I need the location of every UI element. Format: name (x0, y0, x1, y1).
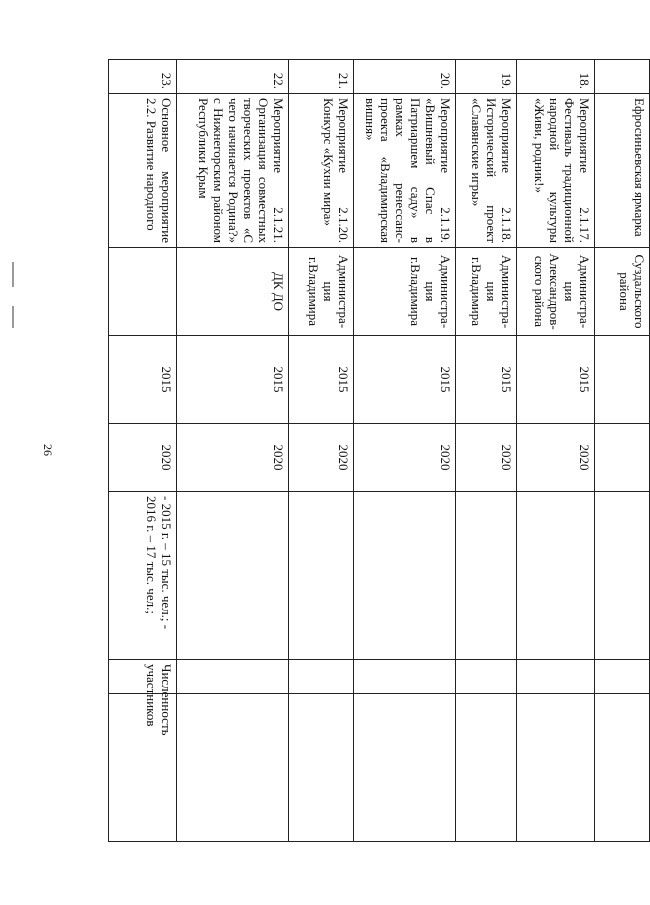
start-year-cell: 2015 (354, 336, 456, 424)
event-name-cell: Ефросиньевская ярмарка (595, 94, 650, 248)
row-number-cell (595, 60, 650, 94)
indicator-name-cell (456, 660, 517, 694)
indicator-values-cell (595, 492, 650, 660)
row-number-cell: 18. (517, 60, 595, 94)
event-name-cell: Мероприятие 2.1.21. Организация совместных творческих проектов «С чего начинается Родина?» с Нижнегорским районом Республики Крым (176, 94, 288, 248)
notes-cell (595, 694, 650, 842)
table-row (456, 60, 517, 842)
event-name-cell: Основное мероприятие 2.2. Развитие народного (109, 94, 177, 248)
indicator-values-cell (176, 492, 288, 660)
end-year-cell: 2020 (109, 424, 177, 492)
notes-cell (354, 694, 456, 842)
indicator-values-cell (517, 492, 595, 660)
scan-margin-line (12, 262, 14, 287)
rotated-page (108, 59, 650, 841)
event-name-cell: Мероприятие 2.1.18. Исторический проект «Славянские игры» (456, 94, 517, 248)
start-year-cell: 2015 (456, 336, 517, 424)
notes-cell (176, 694, 288, 842)
executor-cell: ДК ДО (176, 248, 288, 336)
end-year-cell: 2020 (354, 424, 456, 492)
indicator-values-cell (289, 492, 354, 660)
table-row (517, 60, 595, 842)
start-year-cell: 2015 (517, 336, 595, 424)
event-name-cell: Мероприятие 2.1.19. «Вишневый Спас в Патриаршем саду» в рамках ренессанс-проекта «Владимирская вишня» (354, 94, 456, 248)
executor-cell (109, 248, 177, 336)
event-name-cell: Мероприятие 2.1.20. Конкурс «Кухни мира» (289, 94, 354, 248)
indicator-name-cell (354, 660, 456, 694)
indicator-name-cell (595, 660, 650, 694)
executor-cell: Администра-ция Александров-ского района (517, 248, 595, 336)
end-year-cell: 2020 (456, 424, 517, 492)
executor-cell: Администра-ция г.Владимира (289, 248, 354, 336)
start-year-cell: 2015 (176, 336, 288, 424)
row-number-cell: 21. (289, 60, 354, 94)
indicator-name-cell (517, 660, 595, 694)
notes-cell (289, 694, 354, 842)
row-number-cell: 22. (176, 60, 288, 94)
end-year-cell: 2020 (176, 424, 288, 492)
end-year-cell: 2020 (517, 424, 595, 492)
indicator-values-cell (456, 492, 517, 660)
row-number-cell: 19. (456, 60, 517, 94)
row-number-cell: 23. (109, 60, 177, 94)
notes-cell (517, 694, 595, 842)
executor-cell: Администра-ция г.Владимира (456, 248, 517, 336)
program-events-table (108, 59, 650, 842)
notes-cell (456, 694, 517, 842)
scan-margin-line (12, 306, 14, 328)
table-row (354, 60, 456, 842)
executor-cell: Суздальского района (595, 248, 650, 336)
executor-cell: Администра-ция г.Владимира (354, 248, 456, 336)
table-row (289, 60, 354, 842)
indicator-name-cell: Численность участников (109, 660, 177, 694)
end-year-cell (595, 424, 650, 492)
table-row (595, 60, 650, 842)
indicator-name-cell (176, 660, 288, 694)
row-number-cell: 20. (354, 60, 456, 94)
end-year-cell: 2020 (289, 424, 354, 492)
indicator-values-cell: - 2015 г. – 15 тыс. чел.; - 2016 г. – 17 тыс. чел.; (109, 492, 177, 660)
start-year-cell: 2015 (289, 336, 354, 424)
indicator-name-cell (289, 660, 354, 694)
start-year-cell: 2015 (109, 336, 177, 424)
table-row (176, 60, 288, 842)
table-row (109, 60, 177, 842)
start-year-cell (595, 336, 650, 424)
page-number: 26 (41, 444, 55, 456)
event-name-cell: Мероприятие 2.1.17. Фестиваль традиционной народной культуры «Живи, родник!» (517, 94, 595, 248)
indicator-values-cell (354, 492, 456, 660)
